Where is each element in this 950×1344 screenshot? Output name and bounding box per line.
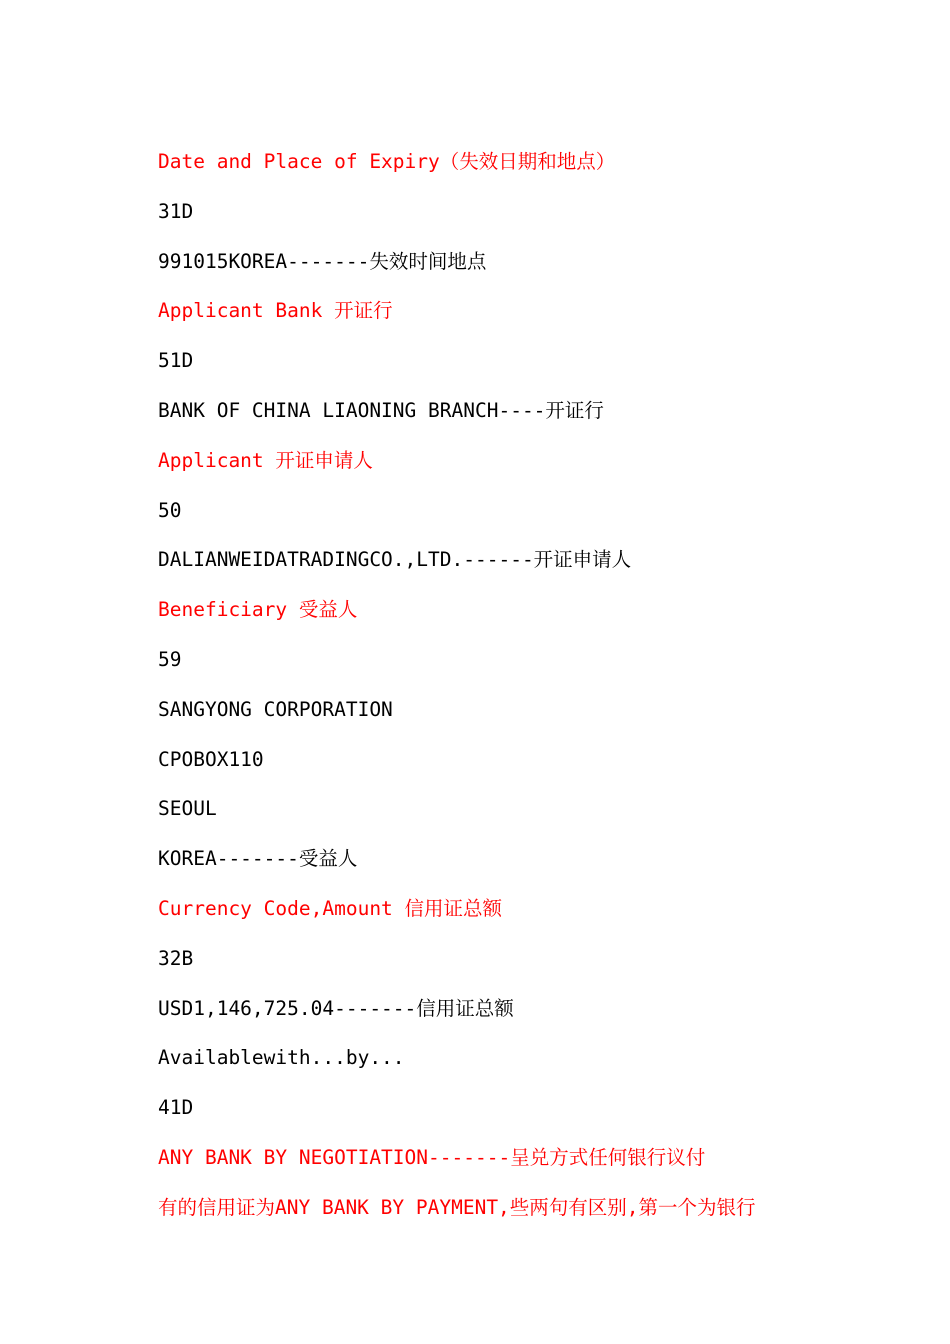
field-value-amount: USD1,146,725.04-------信用证总额: [158, 996, 514, 1020]
section-heading-expiry: Date and Place of Expiry（失效日期和地点）: [158, 150, 616, 173]
field-value-negotiation: ANY BANK BY NEGOTIATION-------呈兑方式任何银行议付: [158, 1145, 706, 1169]
field-value-applicant: DALIANWEIDATRADINGCO.,LTD.------开证申请人: [158, 548, 632, 572]
field-value-beneficiary-country: KOREA-------受益人: [158, 847, 358, 871]
field-tag-59: 59: [158, 647, 182, 671]
document-body: [158, 145, 918, 1241]
field-value-applicant-bank: BANK OF CHINA LIAONING BRANCH----开证行: [158, 398, 604, 422]
section-label-available-with: Availablewith...by...: [158, 1046, 405, 1070]
field-tag-31d: 31D: [158, 199, 194, 223]
section-heading-currency-amount: Currency Code,Amount 信用证总额: [158, 896, 503, 920]
section-heading-applicant: Applicant 开证申请人: [158, 448, 373, 472]
section-heading-beneficiary: Beneficiary 受益人: [158, 598, 358, 622]
field-tag-41d: 41D: [158, 1096, 194, 1120]
field-tag-32b: 32B: [158, 946, 194, 970]
field-value-beneficiary-name: SANGYONG CORPORATION: [158, 697, 393, 721]
note-payment: 有的信用证为ANY BANK BY PAYMENT,些两句有区别,第一个为银行: [158, 1195, 756, 1219]
section-heading-applicant-bank: Applicant Bank 开证行: [158, 299, 393, 323]
field-tag-50: 50: [158, 498, 182, 522]
field-tag-51d: 51D: [158, 349, 194, 373]
field-value-beneficiary-pobox: CPOBOX110: [158, 747, 264, 771]
field-value-beneficiary-city: SEOUL: [158, 797, 217, 821]
field-value-expiry: 991015KOREA-------失效时间地点: [158, 249, 487, 273]
